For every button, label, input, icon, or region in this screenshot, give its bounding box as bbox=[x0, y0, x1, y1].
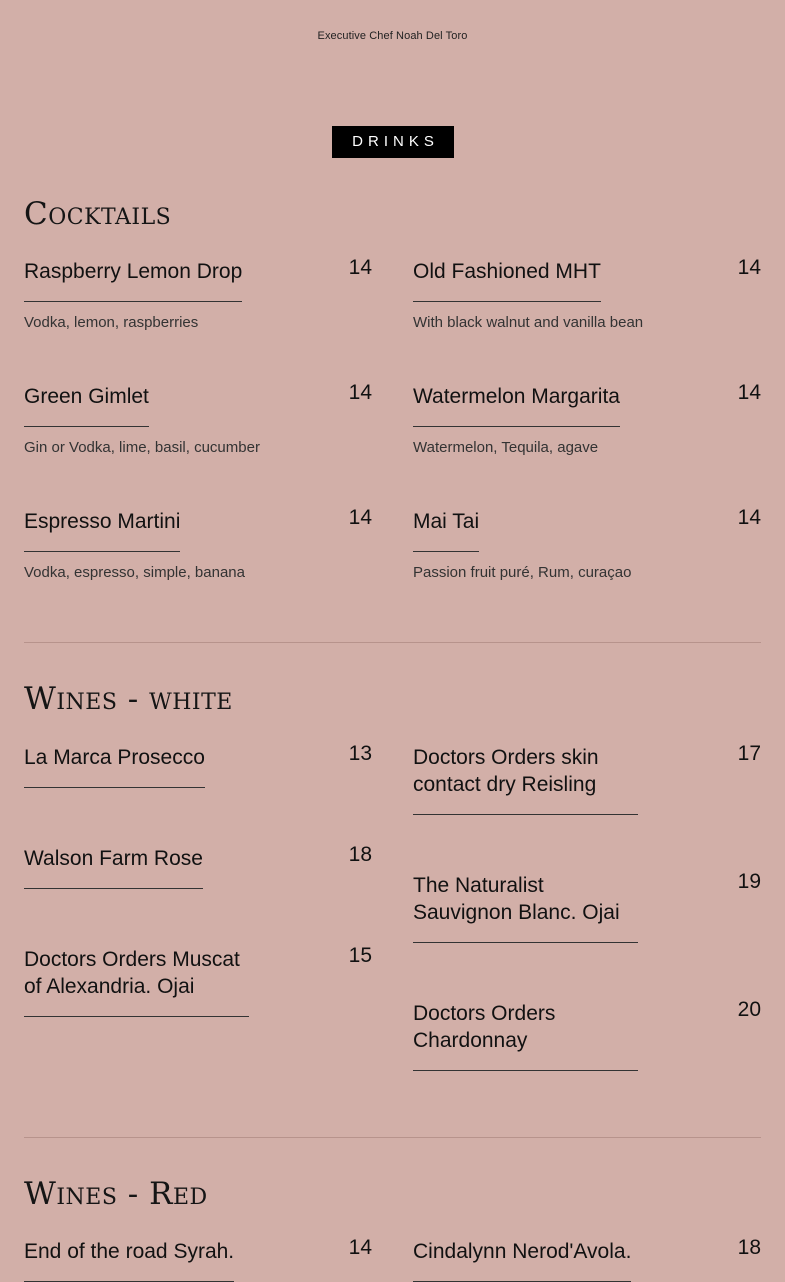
item-name: End of the road Syrah. bbox=[24, 1238, 234, 1282]
chef-credit: Executive Chef Noah Del Toro bbox=[317, 30, 468, 42]
menu-item bbox=[413, 1238, 761, 1282]
wines-white-heading: Wines - white bbox=[24, 681, 233, 717]
menu-item bbox=[413, 383, 761, 456]
item-name: Mai Tai bbox=[413, 508, 479, 552]
menu-item bbox=[24, 845, 372, 889]
item-name: Espresso Martini bbox=[24, 508, 180, 552]
section-divider bbox=[24, 1137, 761, 1138]
menu-item bbox=[24, 1238, 372, 1282]
item-name: Watermelon Margarita bbox=[413, 383, 620, 427]
item-name: Raspberry Lemon Drop bbox=[24, 258, 242, 302]
item-name: Green Gimlet bbox=[24, 383, 149, 427]
item-price: 18 bbox=[737, 1236, 761, 1259]
item-name: Old Fashioned MHT bbox=[413, 258, 601, 302]
item-name: La Marca Prosecco bbox=[24, 744, 205, 788]
item-price: 14 bbox=[348, 381, 372, 404]
menu-item bbox=[413, 258, 761, 331]
menu-item bbox=[24, 383, 372, 456]
menu-item bbox=[413, 744, 761, 815]
item-description: Gin or Vodka, lime, basil, cucumber bbox=[24, 439, 260, 456]
item-price: 19 bbox=[737, 870, 761, 893]
item-price: 17 bbox=[737, 742, 761, 765]
item-description: Vodka, lemon, raspberries bbox=[24, 314, 199, 331]
item-price: 18 bbox=[348, 843, 372, 866]
item-description: Watermelon, Tequila, agave bbox=[413, 439, 599, 456]
wines-red-heading: Wines - Red bbox=[24, 1176, 208, 1212]
item-price: 14 bbox=[348, 256, 372, 279]
menu-item bbox=[413, 1000, 761, 1071]
item-price: 20 bbox=[737, 998, 761, 1021]
item-name: Doctors Orders Muscat of Alexandria. Ojai bbox=[24, 946, 249, 1017]
menu-item bbox=[24, 258, 372, 331]
item-name: Cindalynn Nerod'Avola. bbox=[413, 1238, 631, 1282]
menu-item bbox=[413, 508, 761, 581]
item-price: 14 bbox=[348, 1236, 372, 1259]
item-name: Walson Farm Rose bbox=[24, 845, 203, 889]
item-description: With black walnut and vanilla bean bbox=[413, 314, 644, 331]
item-price: 14 bbox=[348, 506, 372, 529]
drinks-badge: DRINKS bbox=[332, 126, 454, 158]
item-description: Passion fruit puré, Rum, curaçao bbox=[413, 564, 632, 581]
item-name: Doctors Orders skin contact dry Reisling bbox=[413, 744, 638, 815]
item-price: 14 bbox=[737, 381, 761, 404]
menu-item bbox=[24, 744, 372, 788]
item-price: 14 bbox=[737, 256, 761, 279]
item-name: The Naturalist Sauvignon Blanc. Ojai bbox=[413, 872, 638, 943]
item-price: 15 bbox=[348, 944, 372, 967]
cocktails-heading: Cocktails bbox=[24, 196, 172, 232]
item-name: Doctors Orders Chardonnay bbox=[413, 1000, 638, 1071]
item-price: 13 bbox=[348, 742, 372, 765]
section-divider bbox=[24, 642, 761, 643]
item-description: Vodka, espresso, simple, banana bbox=[24, 564, 245, 581]
menu-item bbox=[413, 872, 761, 943]
item-price: 14 bbox=[737, 506, 761, 529]
menu-item bbox=[24, 508, 372, 581]
menu-item bbox=[24, 946, 372, 1017]
